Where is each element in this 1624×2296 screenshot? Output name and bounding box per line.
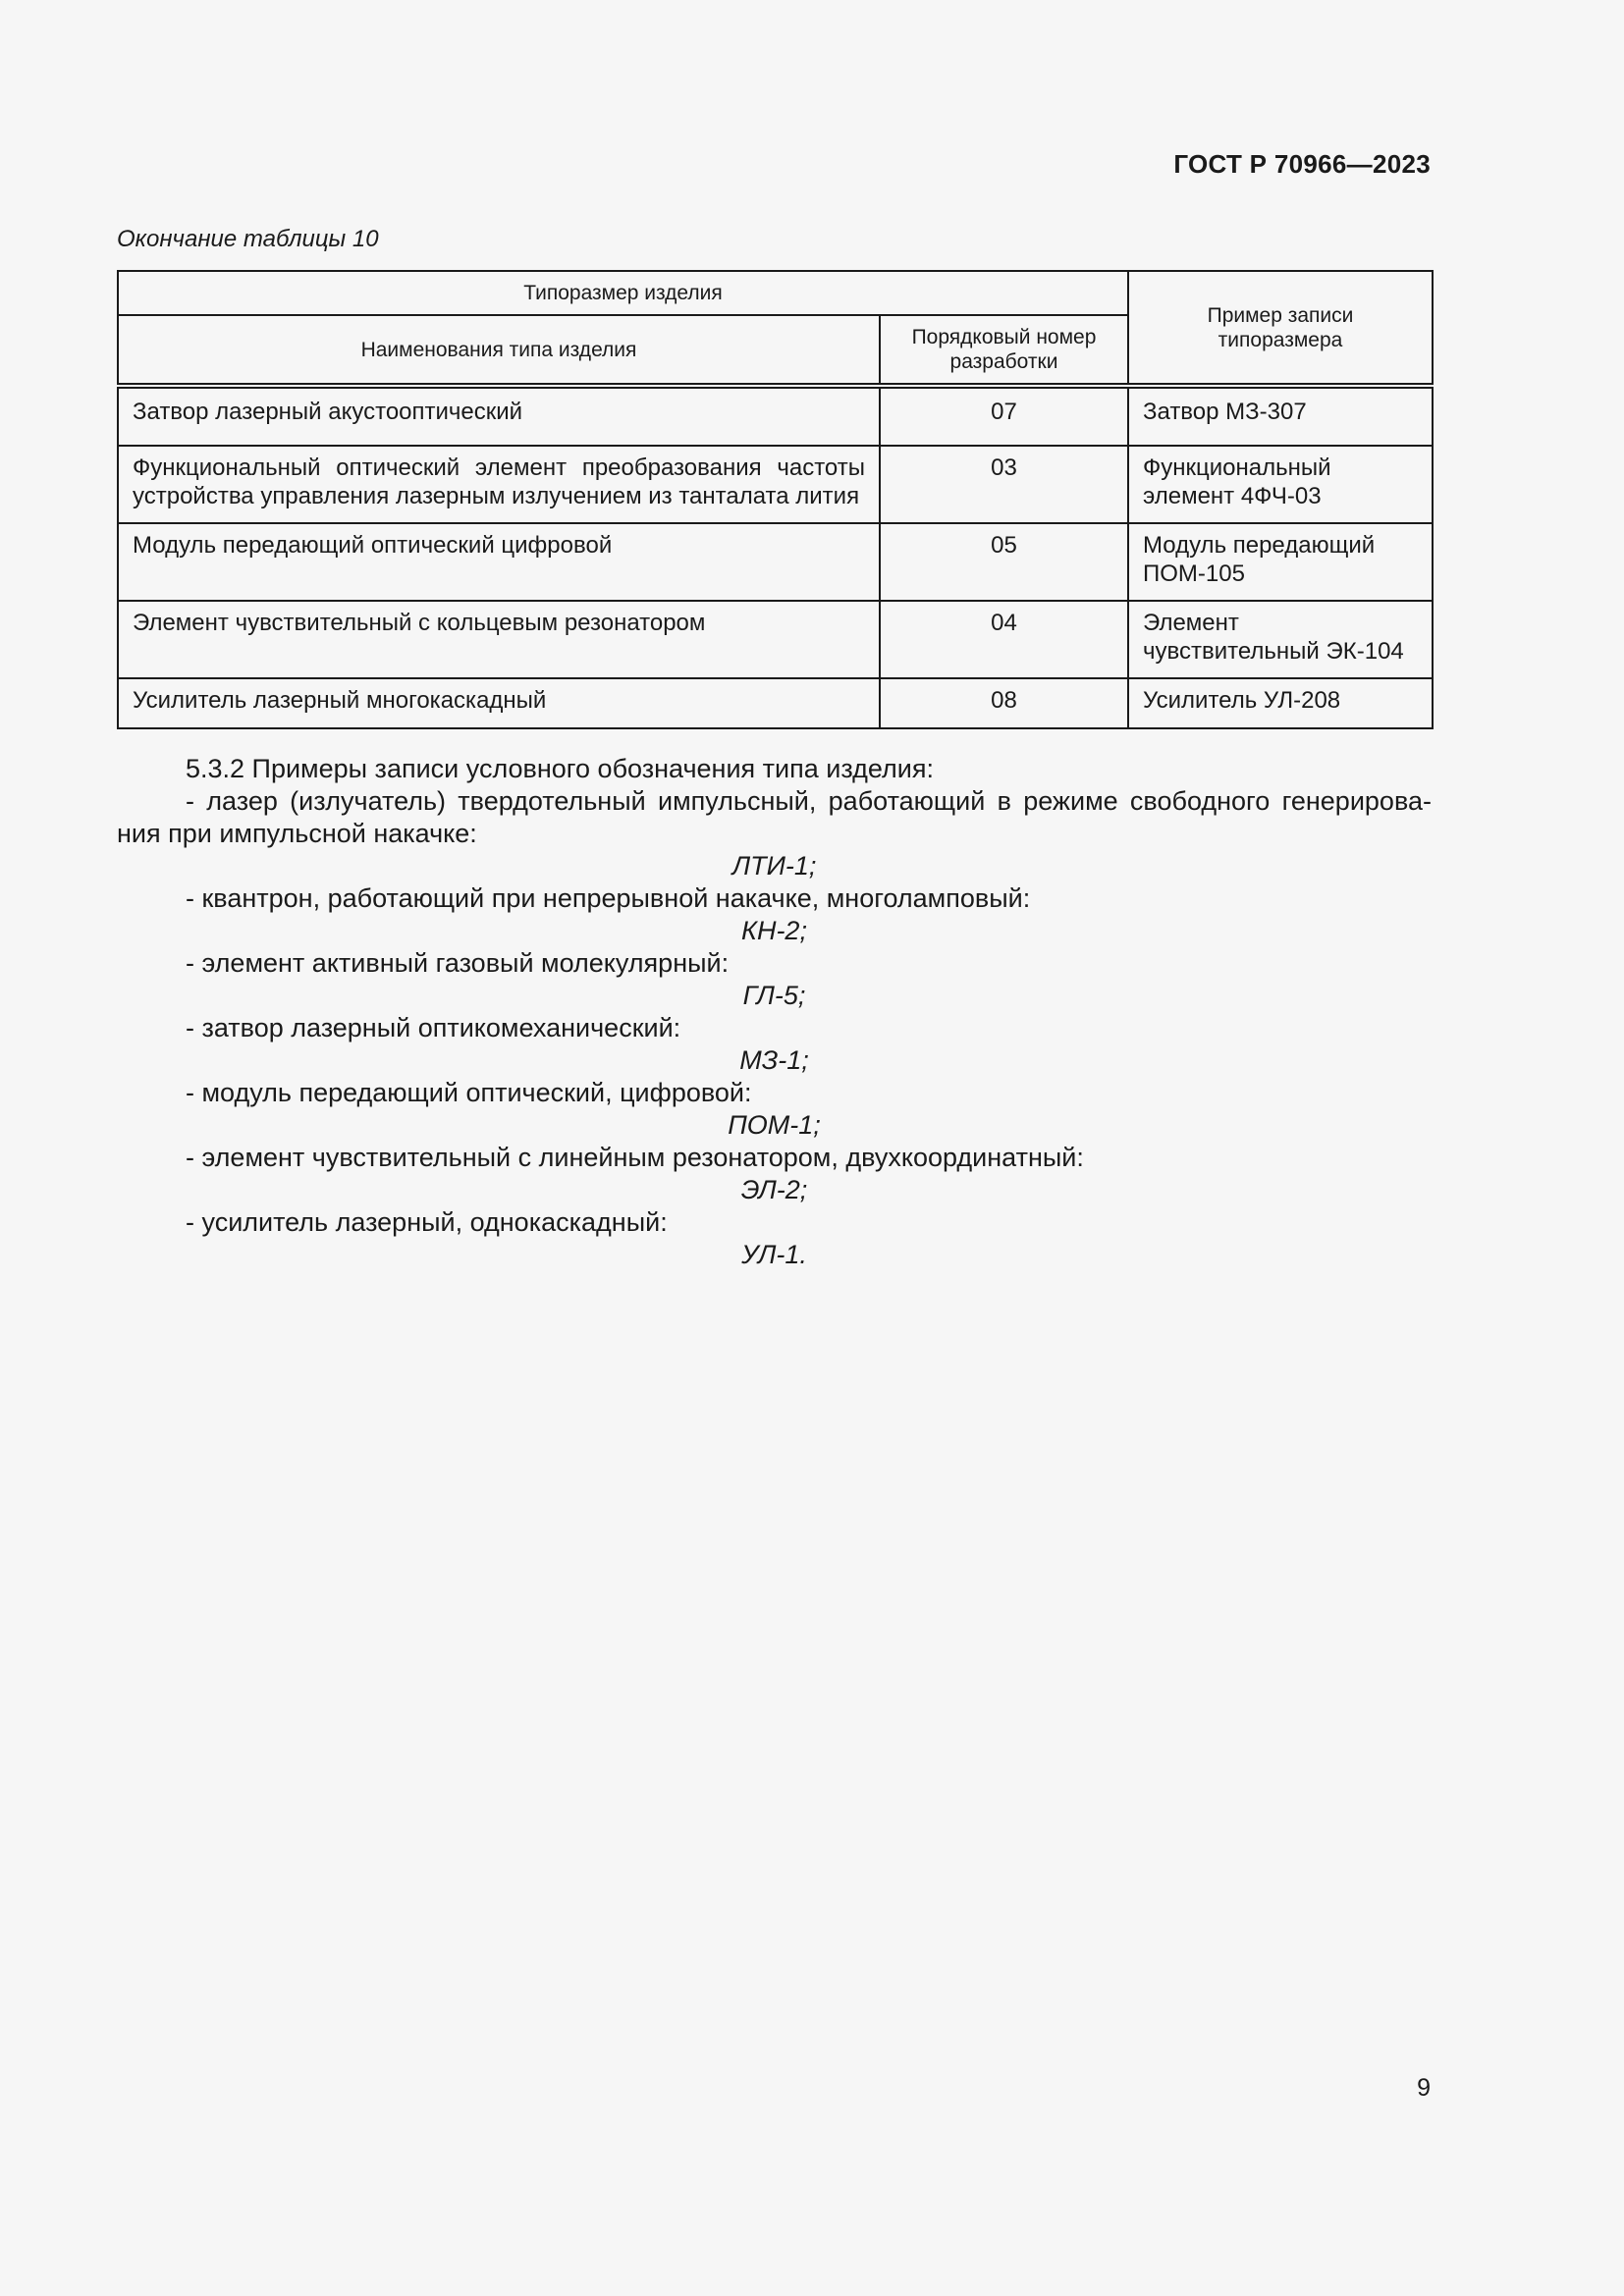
row-type-name: Элемент чувствительный с кольцевым резонатором (118, 601, 880, 678)
example-description: - элемент чувствительный с линейным резонатором, двухкоординатный: (186, 1143, 1084, 1172)
example-code: УЛ-1. (741, 1240, 807, 1269)
example-description: - лазер (излучатель) твердотельный импульсный, работающий в режиме свободного генерирова-ния при импульсной накачке: (117, 786, 1432, 848)
row-serial-number: 05 (880, 523, 1128, 601)
table-row (118, 601, 1433, 678)
row-serial-number: 03 (880, 446, 1128, 523)
table-row (118, 523, 1433, 601)
table-row (118, 446, 1433, 523)
page-number: 9 (1417, 2074, 1431, 2102)
example-description: - затвор лазерный оптикомеханический: (186, 1013, 681, 1042)
table-caption: Окончание таблицы 10 (117, 226, 379, 252)
example-description: - усилитель лазерный, однокаскадный: (186, 1207, 668, 1237)
document-header: ГОСТ Р 70966—2023 (1173, 149, 1431, 179)
row-type-name: Затвор лазерный акустооптический (118, 386, 880, 446)
row-type-name: Функциональный оптический элемент преобразования частоты устройства управления лазерным излучением из танталата лития (118, 446, 880, 523)
row-serial-number: 07 (880, 386, 1128, 446)
example-code: ЛТИ-1; (731, 851, 817, 881)
row-type-name: Модуль передающий оптический цифровой (118, 523, 880, 601)
header-product-size: Типоразмер изделия (118, 271, 1128, 315)
section-heading: 5.3.2 Примеры записи условного обозначения типа изделия: (186, 754, 934, 783)
row-example: Усилитель УЛ-208 (1128, 678, 1433, 728)
example-code: МЗ-1; (739, 1045, 809, 1075)
row-example: Функциональный элемент 4ФЧ-03 (1128, 446, 1433, 523)
example-description: - квантрон, работающий при непрерывной накачке, многоламповый: (186, 883, 1031, 913)
row-type-name: Усилитель лазерный многокаскадный (118, 678, 880, 728)
table-row (118, 386, 1433, 446)
example-code: ПОМ-1; (728, 1110, 821, 1140)
example-code: ЭЛ-2; (740, 1175, 808, 1204)
row-example: Элемент чувствительный ЭК-104 (1128, 601, 1433, 678)
example-code: ГЛ-5; (742, 981, 806, 1010)
row-example: Затвор МЗ-307 (1128, 386, 1433, 446)
section-examples (117, 753, 1432, 1271)
row-serial-number: 08 (880, 678, 1128, 728)
example-description: - модуль передающий оптический, цифровой: (186, 1078, 752, 1107)
header-example: Пример записи типоразмера (1128, 271, 1433, 386)
header-type-name: Наименования типа изделия (118, 315, 880, 386)
product-size-table (117, 270, 1434, 729)
example-code: КН-2; (741, 916, 807, 945)
header-serial-number: Порядковый номер разработки (880, 315, 1128, 386)
row-serial-number: 04 (880, 601, 1128, 678)
example-description: - элемент активный газовый молекулярный: (186, 948, 730, 978)
table-row (118, 678, 1433, 728)
row-example: Модуль передающий ПОМ-105 (1128, 523, 1433, 601)
